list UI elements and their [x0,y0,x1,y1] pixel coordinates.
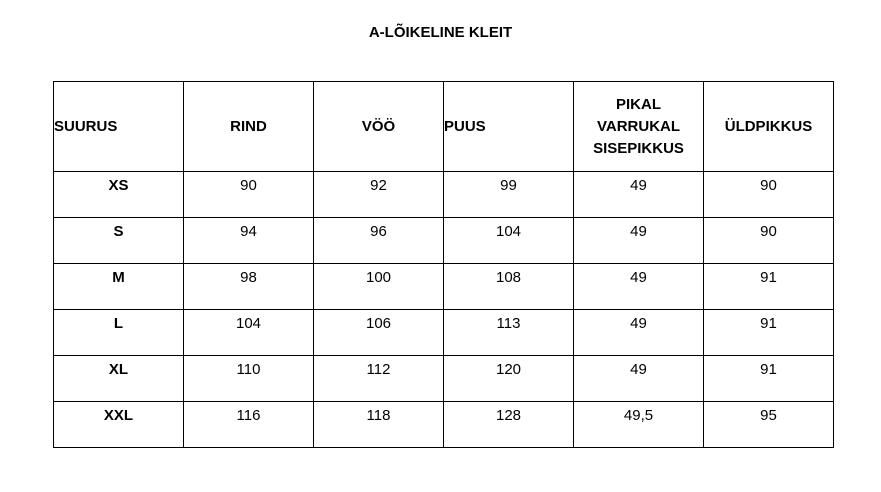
total-length-cell: 95 [704,402,834,448]
size-cell: S [54,218,184,264]
waist-cell: 112 [314,356,444,402]
chest-cell: 90 [184,172,314,218]
total-length-cell: 90 [704,218,834,264]
waist-cell: 100 [314,264,444,310]
table-row [54,264,834,310]
table-row [54,356,834,402]
waist-cell: 106 [314,310,444,356]
sleeve-length-cell: 49 [574,218,704,264]
page-title: A-LÕIKELINE KLEIT [368,24,513,41]
column-header-waist: VÖÖ [314,82,444,172]
size-cell: XL [54,356,184,402]
waist-cell: 118 [314,402,444,448]
chest-cell: 94 [184,218,314,264]
table-header-row [54,82,834,172]
chest-cell: 116 [184,402,314,448]
size-cell: L [54,310,184,356]
column-header-chest: RIND [184,82,314,172]
sleeve-length-cell: 49,5 [574,402,704,448]
table-row [54,218,834,264]
waist-cell: 92 [314,172,444,218]
sleeve-header-line-2: VARRUKAL [596,117,681,135]
hip-cell: 128 [444,402,574,448]
hip-cell: 108 [444,264,574,310]
size-cell: XS [54,172,184,218]
chest-cell: 104 [184,310,314,356]
column-header-total-length: ÜLDPIKKUS [704,82,834,172]
table-row [54,172,834,218]
table-row [54,402,834,448]
hip-cell: 120 [444,356,574,402]
waist-cell: 96 [314,218,444,264]
size-chart-table [53,81,834,448]
hip-cell: 113 [444,310,574,356]
column-header-sleeve-length [574,82,704,172]
chest-cell: 98 [184,264,314,310]
size-cell: M [54,264,184,310]
hip-cell: 99 [444,172,574,218]
total-length-cell: 91 [704,356,834,402]
hip-cell: 104 [444,218,574,264]
sleeve-header-line-1: PIKAL [616,95,661,113]
sleeve-length-cell: 49 [574,356,704,402]
total-length-cell: 91 [704,264,834,310]
sleeve-length-cell: 49 [574,172,704,218]
sleeve-header-line-3: SISEPIKKUS [593,139,684,157]
sleeve-length-cell: 49 [574,264,704,310]
chest-cell: 110 [184,356,314,402]
total-length-cell: 91 [704,310,834,356]
column-header-size: SUURUS [54,82,184,172]
table-row [54,310,834,356]
sleeve-length-cell: 49 [574,310,704,356]
column-header-hip: PUUS [444,82,574,172]
total-length-cell: 90 [704,172,834,218]
size-cell: XXL [54,402,184,448]
